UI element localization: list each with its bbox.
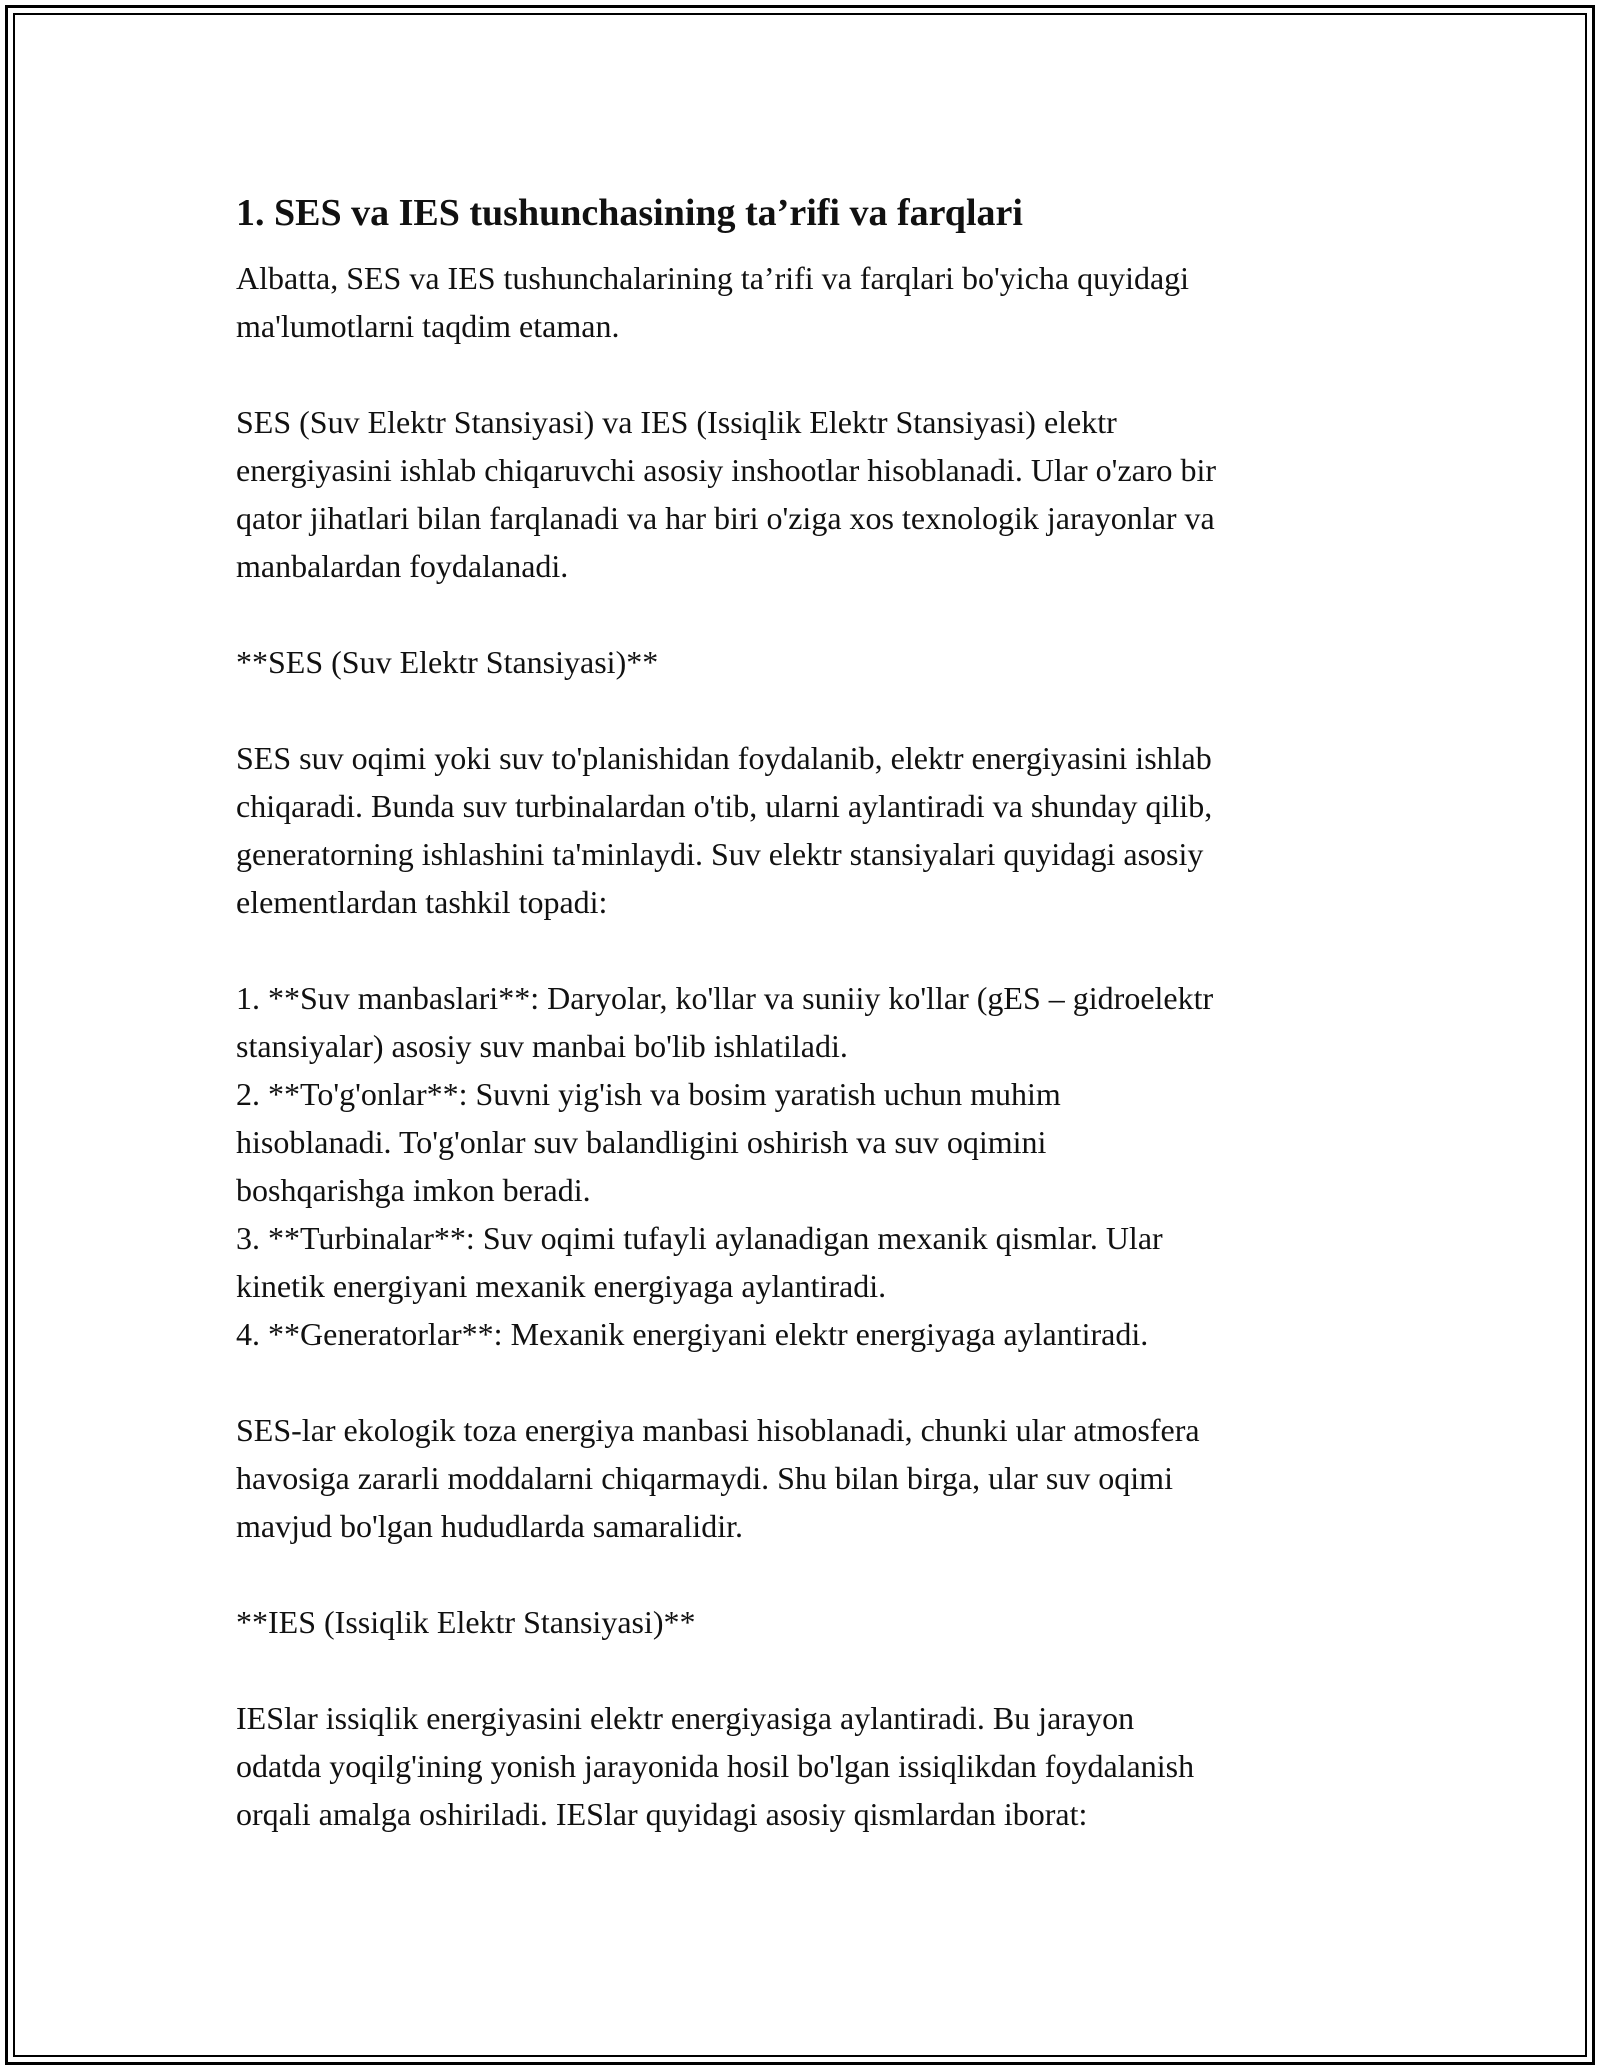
paragraph-overview: SES (Suv Elektr Stansiyasi) va IES (Issiqlik Elektr Stansiyasi) elektr energiyasini ishlab chiqaruvchi asosiy inshootlar hisoblanadi. Ular o'zaro bir qator jihatlari bilan farqlanadi va har biri o'ziga xos texnologik jarayonlar va manbalardan foydalanadi. [236,404,1217,584]
paragraph-ies-description: IESlar issiqlik energiyasini elektr energiyasiga aylantiradi. Bu jarayon odatda yoqilg'ining yonish jarayonida hosil bo'lgan issiqlikdan foydalanish orqali amalga oshiriladi. IESlar quyidagi asosiy qismlardan iborat: [236,1700,1195,1832]
document-body [236,188,1366,1838]
heading-ses: **SES (Suv Elektr Stansiyasi)** [236,644,659,680]
paragraph-intro: Albatta, SES va IES tushunchalarining ta’rifi va farqlari bo'yicha quyidagi ma'lumotlarni taqdim etaman. [236,260,1190,344]
document-title: 1. SES va IES tushunchasining ta’rifi va farqlari [236,192,1023,234]
paragraph-ses-ecology: SES-lar ekologik toza energiya manbasi hisoblanadi, chunki ular atmosfera havosiga zararli moddalarni chiqarmaydi. Shu bilan birga, ular suv oqimi mavjud bo'lgan hududlarda samaralidir. [236,1412,1200,1544]
list-ses-elements: 1. **Suv manbaslari**: Daryolar, ko'llar va suniiy ko'llar (gES – gidroelektr stansiyalar) asosiy suv manbai bo'lib ishlatiladi. 2. **To'g'onlar**: Suvni yig'ish va bosim yaratish uchun muhim hisoblanadi. To'g'onlar suv balandligini oshirish va suv oqimini boshqarishga imkon beradi. 3. **Turbinalar**: Suv oqimi tufayli aylanadigan mexanik qismlar. Ular kinetik energiyani mexanik energiyaga aylantiradi. 4. **Generatorlar**: Mexanik energiyani elektr energiyaga aylantiradi. [236,980,1214,1352]
paragraph-ses-description: SES suv oqimi yoki suv to'planishidan foydalanib, elektr energiyasini ishlab chiqaradi. Bunda suv turbinalardan o'tib, ularni aylantiradi va shunday qilib, generatorning ishlashini ta'minlaydi. Suv elektr stansiyalari quyidagi asosiy elementlardan tashkil topadi: [236,740,1213,920]
heading-ies: **IES (Issiqlik Elektr Stansiyasi)** [236,1604,696,1640]
